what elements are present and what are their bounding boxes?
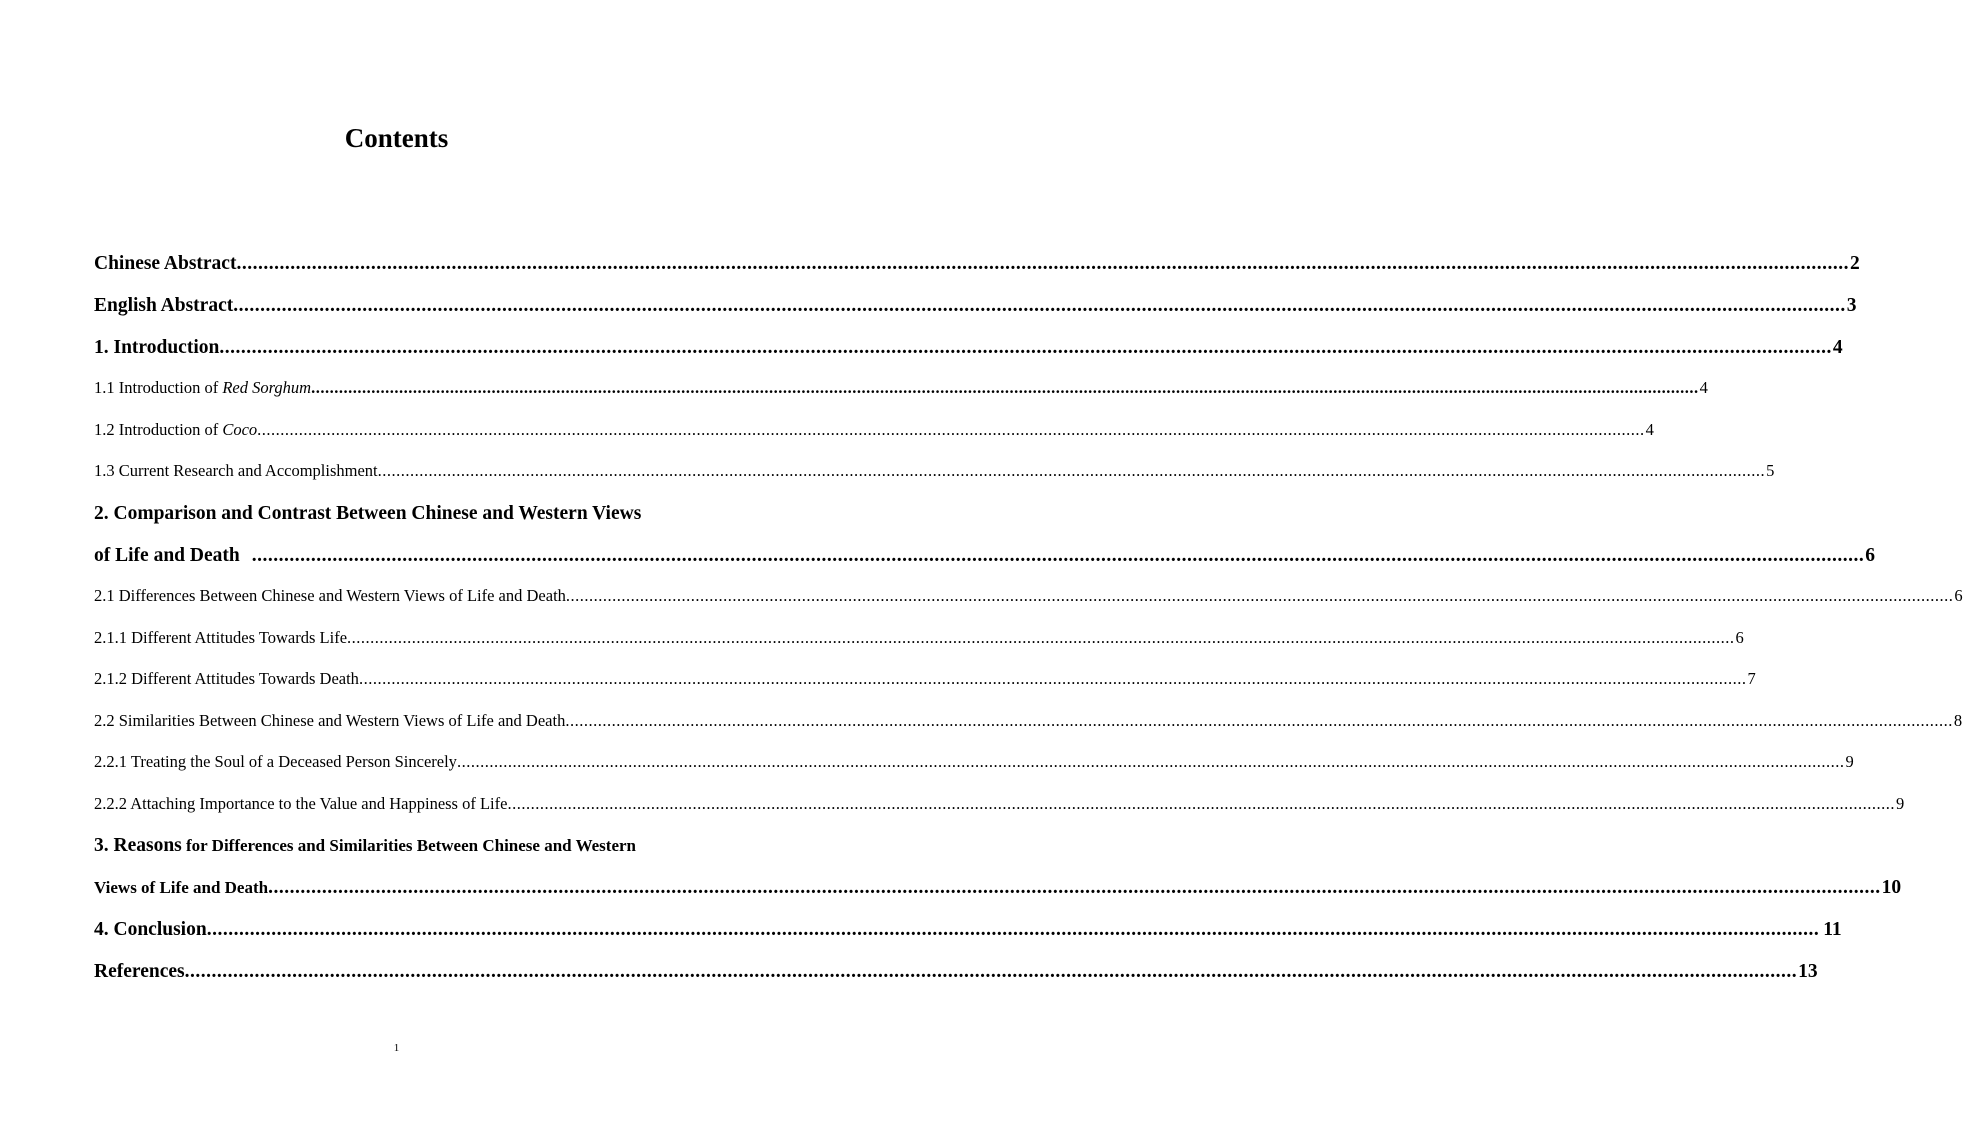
toc-entry-page: 2 [1849, 253, 1860, 274]
toc-entry-page: 11 [1823, 919, 1842, 940]
toc-entry-label: 2.1.1 Different Attitudes Towards Life [94, 628, 348, 647]
dot-leader: ............................................................................................................................................................................................................................................................................................................ [251, 545, 1865, 566]
toc-entry-label: 2.1 Differences Between Chinese and Western Views of Life and Death [94, 586, 566, 605]
toc-entry-page: 4 [1832, 337, 1843, 358]
dot-leader: ............................................................................................................................................................................................................................................................................................................ [347, 628, 1735, 647]
dot-leader: ............................................................................................................................................................................................................................................................................................................ [219, 337, 1832, 358]
dot-leader: ............................................................................................................................................................................................................................................................................................................ [206, 919, 1820, 940]
toc-entry-label: 1.3 Current Research and Accomplishment [94, 461, 378, 480]
toc-entry-2-2-1[interactable] [94, 751, 1854, 773]
toc-entry-references[interactable] [94, 960, 1818, 984]
toc-entry-page: 5 [1766, 461, 1775, 480]
toc-entry-label: 2.1.2 Different Attitudes Towards Death [94, 669, 359, 688]
work-title: Red Sorghum [222, 378, 312, 397]
toc-entry-label: 1. Introduction [94, 337, 220, 358]
dot-leader: ............................................................................................................................................................................................................................................................................................................ [184, 961, 1798, 982]
toc-entry-page: 3 [1846, 295, 1857, 316]
toc-entry-page: 9 [1895, 794, 1905, 813]
toc-entry-introduction[interactable] [94, 336, 1843, 360]
toc-entry-2-1-2[interactable] [94, 668, 1756, 690]
dot-leader: ............................................................................................................................................................................................................................................................................................................ [565, 586, 1954, 605]
toc-entry-label: Views of Life and Death [94, 878, 269, 897]
toc-entry-page: 7 [1747, 669, 1756, 688]
dot-leader: ............................................................................................................................................................................................................................................................................................................ [311, 378, 1699, 397]
toc-entry-label: 2.2.1 Treating the Soul of a Deceased Person Sincerely [94, 752, 457, 771]
toc-entry-prefix: 1.1 Introduction of [94, 378, 223, 397]
toc-entry-2-1-1[interactable] [94, 627, 1744, 649]
toc-entry-page: 6 [1865, 545, 1875, 566]
toc-entry-page: 10 [1881, 877, 1902, 898]
toc-entry-current-research[interactable] [94, 460, 1775, 482]
toc-entry-2-2[interactable] [94, 710, 1963, 732]
dot-leader: ............................................................................................................................................................................................................................................................................................................ [565, 711, 1953, 730]
toc-entry-label: 4. Conclusion [94, 919, 207, 940]
toc-entry-section2[interactable] [94, 544, 1875, 568]
dot-leader: ............................................................................................................................................................................................................................................................................................................ [358, 669, 1747, 688]
dot-leader: ............................................................................................................................................................................................................................................................................................................ [233, 295, 1846, 316]
dot-leader: ............................................................................................................................................................................................................................................................................................................ [456, 752, 1845, 771]
toc-entry-page: 6 [1954, 586, 1963, 605]
toc-entry-prefix: 1.2 Introduction of [94, 420, 223, 439]
toc-entry-intro-coco[interactable] [94, 419, 1654, 441]
toc-entry-page: 4 [1645, 420, 1654, 439]
toc-entry-label: English Abstract [94, 295, 234, 316]
toc-entry-label: 2.2 Similarities Between Chinese and Western Views of Life and Death [94, 711, 566, 730]
toc-entry-label [94, 377, 311, 399]
section3-number-label: 3. Reasons [94, 835, 182, 856]
toc-entry-section3-line1[interactable] [94, 834, 718, 859]
toc-entry-conclusion[interactable] [94, 918, 1842, 942]
page-title: Contents [344, 123, 449, 153]
toc-entry-intro-red-sorghum[interactable] [94, 377, 1708, 399]
toc-entry-page: 13 [1798, 961, 1818, 982]
toc-entry-section2-line1[interactable]: 2. Comparison and Contrast Between Chinese and Western Views [94, 503, 642, 524]
toc-entry-label: of Life and Death [94, 545, 240, 566]
dot-leader: ............................................................................................................................................................................................................................................................................................................ [507, 794, 1895, 813]
toc-entry-2-1[interactable] [94, 585, 1963, 607]
toc-entry-label [94, 419, 257, 441]
toc-entry-label: 2.2.2 Attaching Importance to the Value and Happiness of Life [94, 794, 508, 813]
dot-leader: ............................................................................................................................................................................................................................................................................................................ [268, 877, 1881, 898]
dot-leader: ............................................................................................................................................................................................................................................................................................................ [377, 461, 1766, 480]
section3-title-part: for Differences and Similarities Between Chinese and Western [181, 836, 637, 855]
dot-leader: ............................................................................................................................................................................................................................................................................................................ [236, 253, 1849, 274]
dot-leader: ............................................................................................................................................................................................................................................................................................................ [257, 420, 1645, 439]
work-title: Coco [222, 420, 258, 439]
page-number: 1 [393, 1042, 400, 1054]
toc-entry-label: References [94, 961, 185, 982]
toc-entry-english-abstract[interactable] [94, 294, 1857, 318]
toc-entry-section3[interactable] [94, 876, 1902, 900]
toc-entry-page: 4 [1699, 378, 1708, 397]
toc-entry-2-2-2[interactable] [94, 793, 1905, 815]
toc-entry-page: 6 [1735, 628, 1744, 647]
toc-entry-label: Chinese Abstract [94, 253, 237, 274]
toc-entry-chinese-abstract[interactable] [94, 252, 1860, 276]
toc-entry-page: 8 [1953, 711, 1963, 730]
toc-entry-page: 9 [1845, 752, 1854, 771]
